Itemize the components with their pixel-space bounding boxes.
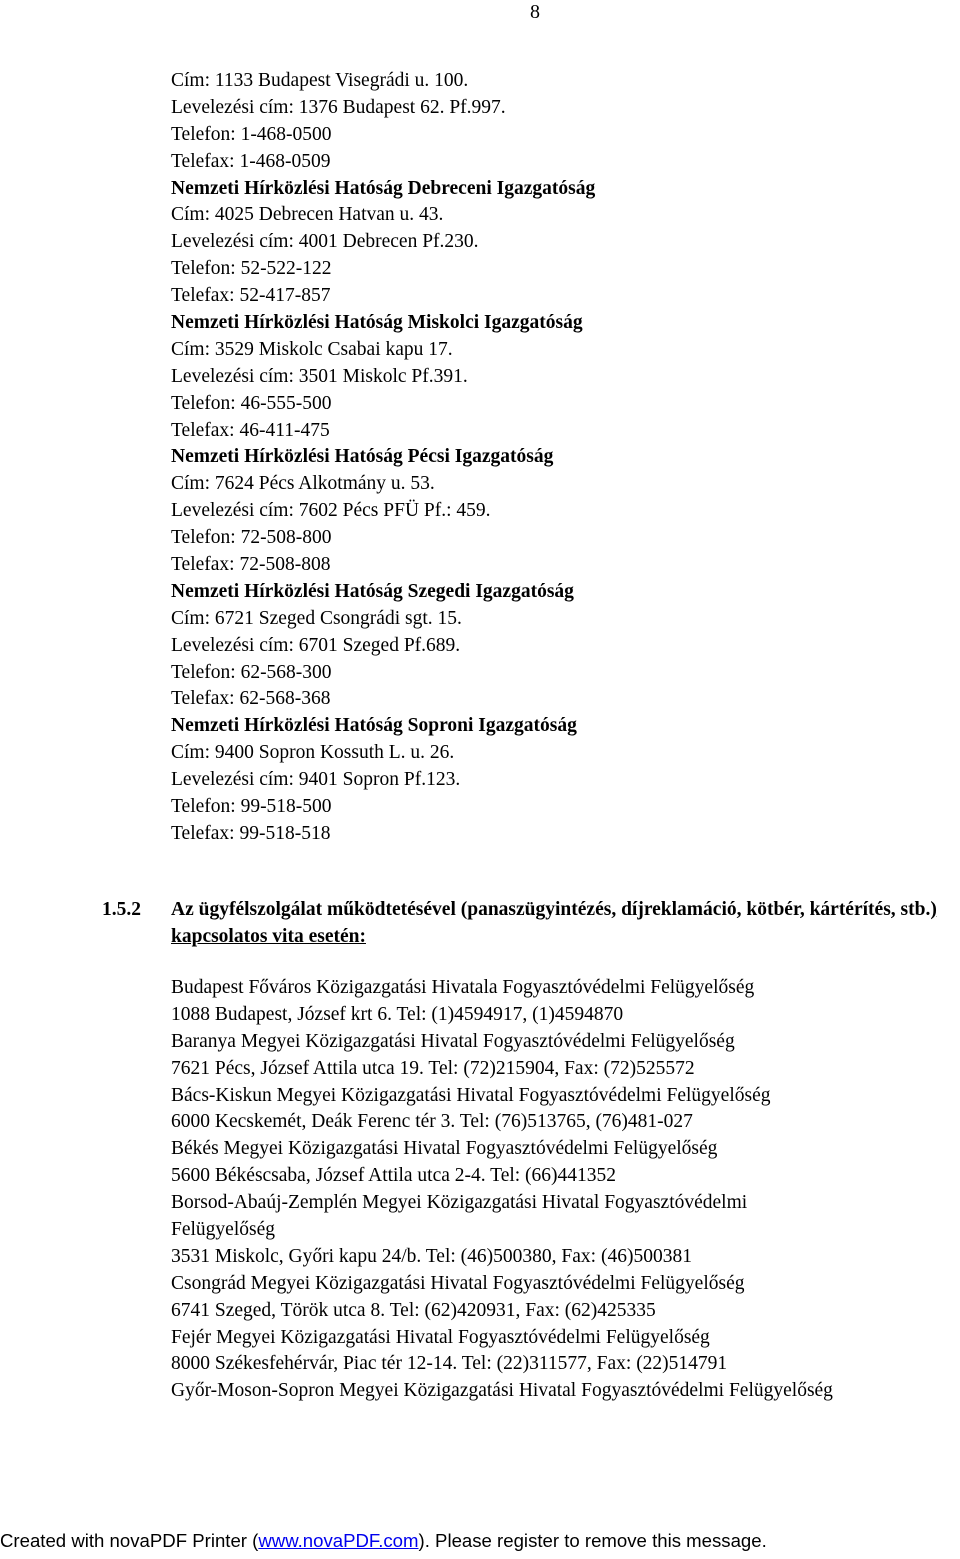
authority-line: Felügyelőség [171,1219,275,1241]
office-detail-line: Cím: 4025 Debrecen Hatvan u. 43. [171,204,444,226]
office-heading: Nemzeti Hírközlési Hatóság Miskolci Igazgatóság [171,312,583,334]
office-detail-line: Cím: 9400 Sopron Kossuth L. u. 26. [171,742,455,764]
office-detail-line: Telefax: 99-518-518 [171,822,331,844]
authority-line: Bács-Kiskun Megyei Közigazgatási Hivatal Fogyasztóvédelmi Felügyelőség [171,1084,771,1106]
section-number: 1.5.2 [102,899,141,920]
office-detail-line: Telefax: 52-417-857 [171,285,331,307]
authority-line: 7621 Pécs, József Attila utca 19. Tel: (72)215904, Fax: (72)525572 [171,1057,695,1079]
office-detail-line: Telefon: 72-508-800 [171,527,332,549]
footer-suffix: ). Please register to remove this message. [418,1530,767,1551]
office-detail-line: Telefon: 99-518-500 [171,796,332,818]
office-heading: Nemzeti Hírközlési Hatóság Pécsi Igazgatóság [171,446,554,468]
office-detail-line: Telefon: 62-568-300 [171,661,332,683]
office-detail-line: Telefon: 1-468-0500 [171,123,332,145]
consumer-protection-list [171,975,960,1405]
office-detail-line: Telefon: 46-555-500 [171,392,332,414]
office-detail-line: Levelezési cím: 7602 Pécs PFÜ Pf.: 459. [171,500,491,522]
office-detail-line: Telefax: 46-411-475 [171,419,330,441]
page-number: 8 [530,1,540,23]
section-title: Az ügyfélszolgálat működtetésével (panaszügyintézés, díjreklamáció, kötbér, kártérítés, stb.) kapcsolatos vita esetén: [171,899,937,947]
authority-line: Borsod-Abaúj-Zemplén Megyei Közigazgatási Hivatal Fogyasztóvédelmi [171,1192,748,1214]
office-detail-line: Telefax: 62-568-368 [171,688,331,710]
office-detail-line: Cím: 1133 Budapest Visegrádi u. 100. [171,70,469,91]
authority-line: Békés Megyei Közigazgatási Hivatal Fogyasztóvédelmi Felügyelőség [171,1138,718,1160]
office-heading: Nemzeti Hírközlési Hatóság Szegedi Igazgatóság [171,580,574,602]
authority-line: 6000 Kecskemét, Deák Ferenc tér 3. Tel: (76)513765, (76)481-027 [171,1111,693,1133]
office-heading: Nemzeti Hírközlési Hatóság Soproni Igazgatóság [171,715,577,737]
authority-line: Győr-Moson-Sopron Megyei Közigazgatási Hivatal Fogyasztóvédelmi Felügyelőség [171,1380,833,1402]
authority-line: Budapest Főváros Közigazgatási Hivatala Fogyasztóvédelmi Felügyelőség [171,977,755,998]
office-detail-line: Cím: 3529 Miskolc Csabai kapu 17. [171,338,453,360]
office-detail-line: Cím: 6721 Szeged Csongrádi sgt. 15. [171,607,462,629]
office-detail-line: Telefon: 52-522-122 [171,258,332,280]
office-detail-line: Levelezési cím: 6701 Szeged Pf.689. [171,634,461,656]
watermark-footer [0,1529,960,1553]
office-contact-list [171,68,951,848]
office-detail-line: Levelezési cím: 9401 Sopron Pf.123. [171,769,461,791]
footer-prefix: Created with novaPDF Printer ( [0,1530,259,1551]
office-detail-line: Levelezési cím: 1376 Budapest 62. Pf.997. [171,96,506,118]
office-heading: Nemzeti Hírközlési Hatóság Debreceni Igazgatóság [171,177,596,199]
authority-line: Baranya Megyei Közigazgatási Hivatal Fogyasztóvédelmi Felügyelőség [171,1030,735,1052]
authority-line: Csongrád Megyei Közigazgatási Hivatal Fogyasztóvédelmi Felügyelőség [171,1272,745,1294]
office-detail-line: Telefax: 72-508-808 [171,554,331,576]
authority-line: 6741 Szeged, Török utca 8. Tel: (62)420931, Fax: (62)425335 [171,1299,656,1321]
office-detail-line: Levelezési cím: 3501 Miskolc Pf.391. [171,365,468,387]
office-detail-line: Cím: 7624 Pécs Alkotmány u. 53. [171,473,435,495]
office-detail-line: Levelezési cím: 4001 Debrecen Pf.230. [171,231,479,253]
office-detail-line: Telefax: 1-468-0509 [171,150,331,172]
authority-line: 1088 Budapest, József krt 6. Tel: (1)4594917, (1)4594870 [171,1003,624,1025]
footer-link[interactable]: www.novaPDF.com [258,1530,419,1551]
authority-line: Fejér Megyei Közigazgatási Hivatal Fogyasztóvédelmi Felügyelőség [171,1326,710,1348]
authority-line: 3531 Miskolc, Győri kapu 24/b. Tel: (46)500380, Fax: (46)500381 [171,1245,692,1267]
authority-line: 5600 Békéscsaba, József Attila utca 2-4. Tel: (66)441352 [171,1165,617,1187]
authority-line: 8000 Székesfehérvár, Piac tér 12-14. Tel: (22)311577, Fax: (22)514791 [171,1353,728,1375]
